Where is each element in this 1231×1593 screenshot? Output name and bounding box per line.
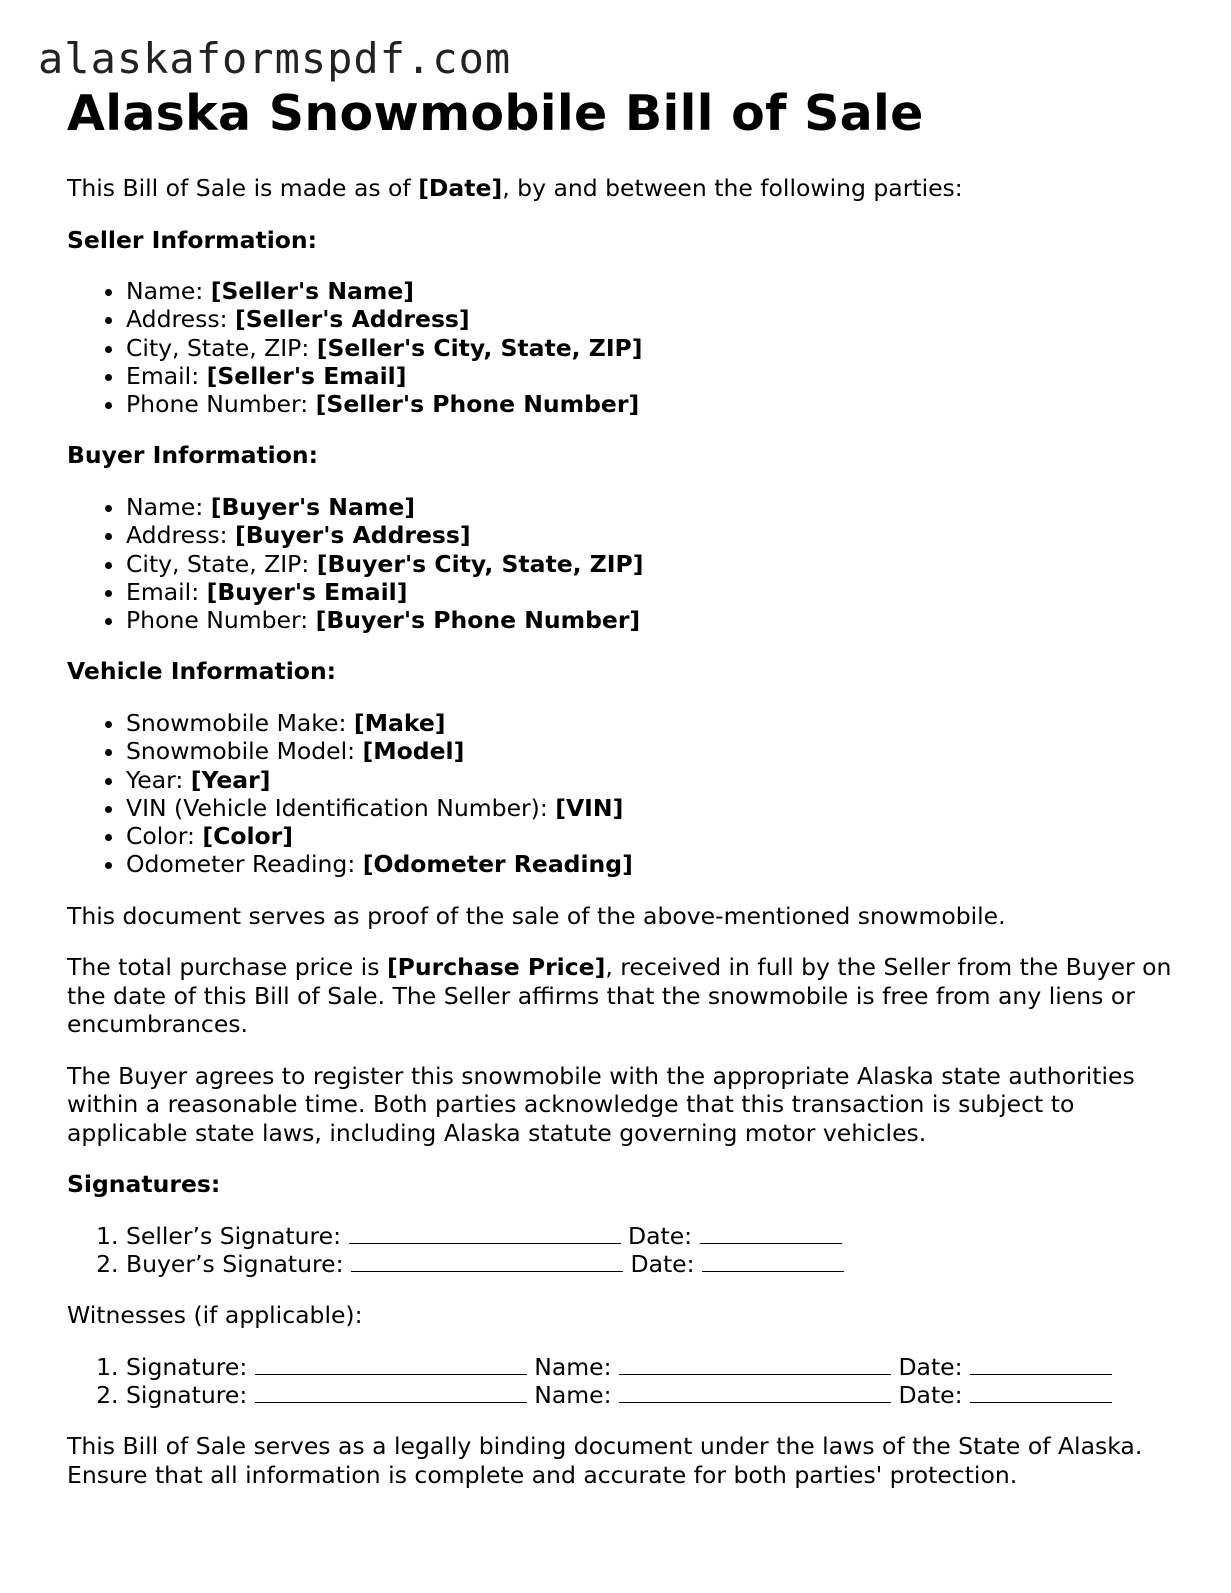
list-item bbox=[126, 794, 1177, 822]
witness-date-line[interactable] bbox=[970, 1354, 1112, 1375]
field-label: Snowmobile Make: bbox=[126, 708, 354, 737]
list-item bbox=[126, 305, 1177, 333]
price-text: The total purchase price is bbox=[67, 953, 387, 982]
date-label: Date: bbox=[630, 1250, 703, 1279]
field-placeholder: [Year] bbox=[190, 765, 271, 794]
closing-paragraph: This Bill of Sale serves as a legally binding document under the laws of the State of Alaska. Ensure that all information is complete and accurate for both parties' protection. bbox=[67, 1432, 1143, 1489]
list-item bbox=[126, 277, 1177, 305]
vehicle-list bbox=[67, 709, 1177, 879]
witness-signature-label: Signature: bbox=[126, 1352, 255, 1381]
date-label: Date: bbox=[898, 1352, 971, 1381]
buyer-heading: Buyer Information: bbox=[67, 441, 319, 470]
field-placeholder: [Seller's Email] bbox=[206, 361, 407, 390]
date-placeholder: [Date] bbox=[418, 174, 503, 202]
buyer-signature-line[interactable] bbox=[351, 1251, 623, 1272]
witnesses-list bbox=[67, 1353, 1177, 1410]
list-item bbox=[126, 550, 1177, 578]
field-label: Snowmobile Model: bbox=[126, 737, 363, 766]
buyer-date-line[interactable] bbox=[702, 1251, 844, 1272]
intro-text: This Bill of Sale is made as of bbox=[67, 174, 419, 202]
witness-signature-line[interactable] bbox=[255, 1382, 527, 1403]
field-label: Name: bbox=[126, 277, 211, 305]
witness-name-line[interactable] bbox=[619, 1382, 891, 1403]
witness-signature-label: Signature: bbox=[126, 1381, 255, 1410]
proof-paragraph: This document serves as proof of the sale of the above-mentioned snowmobile. bbox=[67, 901, 1006, 930]
list-item bbox=[126, 766, 1177, 794]
field-placeholder: [Seller's Address] bbox=[234, 305, 470, 334]
list-item bbox=[126, 1353, 1177, 1381]
field-placeholder: [Color] bbox=[202, 822, 294, 851]
field-label: Phone Number: bbox=[126, 606, 316, 635]
field-label: Email: bbox=[126, 361, 207, 390]
list-item bbox=[126, 493, 1177, 521]
list-item bbox=[126, 822, 1177, 850]
list-item bbox=[126, 362, 1177, 390]
intro-paragraph bbox=[67, 174, 1177, 203]
list-item bbox=[126, 390, 1177, 418]
seller-heading: Seller Information: bbox=[67, 225, 318, 254]
field-label: City, State, ZIP: bbox=[126, 333, 317, 362]
price-placeholder: [Purchase Price] bbox=[386, 953, 606, 982]
intro-text-end: , by and between the following parties: bbox=[502, 174, 963, 202]
field-placeholder: [Model] bbox=[362, 737, 465, 766]
list-item bbox=[126, 1250, 1177, 1278]
field-placeholder: [Buyer's Phone Number] bbox=[315, 606, 641, 635]
list-item bbox=[126, 850, 1177, 878]
watermark: alaskaformspdf.com bbox=[38, 34, 512, 83]
vehicle-heading: Vehicle Information: bbox=[67, 657, 337, 686]
list-item bbox=[126, 1222, 1177, 1250]
witness-name-label: Name: bbox=[534, 1381, 619, 1410]
field-placeholder: [Odometer Reading] bbox=[362, 850, 633, 879]
field-label: Email: bbox=[126, 577, 207, 606]
seller-list bbox=[67, 277, 1177, 418]
witnesses-heading: Witnesses (if applicable): bbox=[67, 1301, 363, 1330]
seller-signature-line[interactable] bbox=[349, 1223, 621, 1244]
list-item bbox=[126, 709, 1177, 737]
field-placeholder: [Buyer's Email] bbox=[206, 577, 408, 606]
list-item bbox=[126, 334, 1177, 362]
list-item bbox=[126, 578, 1177, 606]
list-item bbox=[126, 737, 1177, 765]
register-paragraph: The Buyer agrees to register this snowmobile with the appropriate Alaska state authorities within a reasonable time. Both parties acknowledge that this transaction is subject to applicable state laws, including Alaska statute governing motor vehicles. bbox=[67, 1061, 1135, 1147]
buyer-list bbox=[67, 493, 1177, 634]
list-item bbox=[126, 606, 1177, 634]
seller-signature-label: Seller’s Signature: bbox=[126, 1221, 349, 1250]
list-item bbox=[126, 521, 1177, 549]
witness-name-line[interactable] bbox=[619, 1354, 891, 1375]
field-placeholder: [Seller's City, State, ZIP] bbox=[316, 333, 643, 362]
field-placeholder: [Make] bbox=[353, 708, 446, 737]
date-label: Date: bbox=[898, 1381, 971, 1410]
document-body bbox=[67, 84, 1177, 1489]
field-placeholder: [Seller's Phone Number] bbox=[315, 390, 640, 419]
field-label: Name: bbox=[126, 492, 211, 521]
field-placeholder: [Buyer's City, State, ZIP] bbox=[316, 549, 644, 578]
field-label: City, State, ZIP: bbox=[126, 549, 317, 578]
buyer-signature-label: Buyer’s Signature: bbox=[126, 1250, 351, 1279]
field-label: Year: bbox=[126, 765, 191, 794]
field-label: Phone Number: bbox=[126, 390, 316, 419]
field-label: Address: bbox=[126, 305, 235, 334]
field-label: VIN (Vehicle Identification Number): bbox=[126, 793, 556, 822]
field-placeholder: [VIN] bbox=[555, 793, 624, 822]
signatures-list bbox=[67, 1222, 1177, 1279]
list-item bbox=[126, 1381, 1177, 1409]
field-placeholder: [Seller's Name] bbox=[210, 277, 415, 305]
date-label: Date: bbox=[627, 1221, 700, 1250]
field-label: Address: bbox=[126, 521, 235, 550]
field-placeholder: [Buyer's Address] bbox=[234, 521, 471, 550]
price-text-end: , received in full by the Seller from the Buyer on the date of this Bill of Sale. The Seller affirms that the snowmobile is free from any liens or encumbrances. bbox=[67, 953, 1172, 1039]
field-placeholder: [Buyer's Name] bbox=[210, 492, 416, 521]
witness-name-label: Name: bbox=[534, 1352, 619, 1381]
document-title: Alaska Snowmobile Bill of Sale bbox=[67, 85, 924, 142]
price-paragraph bbox=[67, 953, 1177, 1039]
seller-date-line[interactable] bbox=[700, 1223, 842, 1244]
field-label: Odometer Reading: bbox=[126, 850, 363, 879]
field-label: Color: bbox=[126, 822, 203, 851]
signatures-heading: Signatures: bbox=[67, 1170, 221, 1199]
witness-date-line[interactable] bbox=[970, 1382, 1112, 1403]
witness-signature-line[interactable] bbox=[255, 1354, 527, 1375]
